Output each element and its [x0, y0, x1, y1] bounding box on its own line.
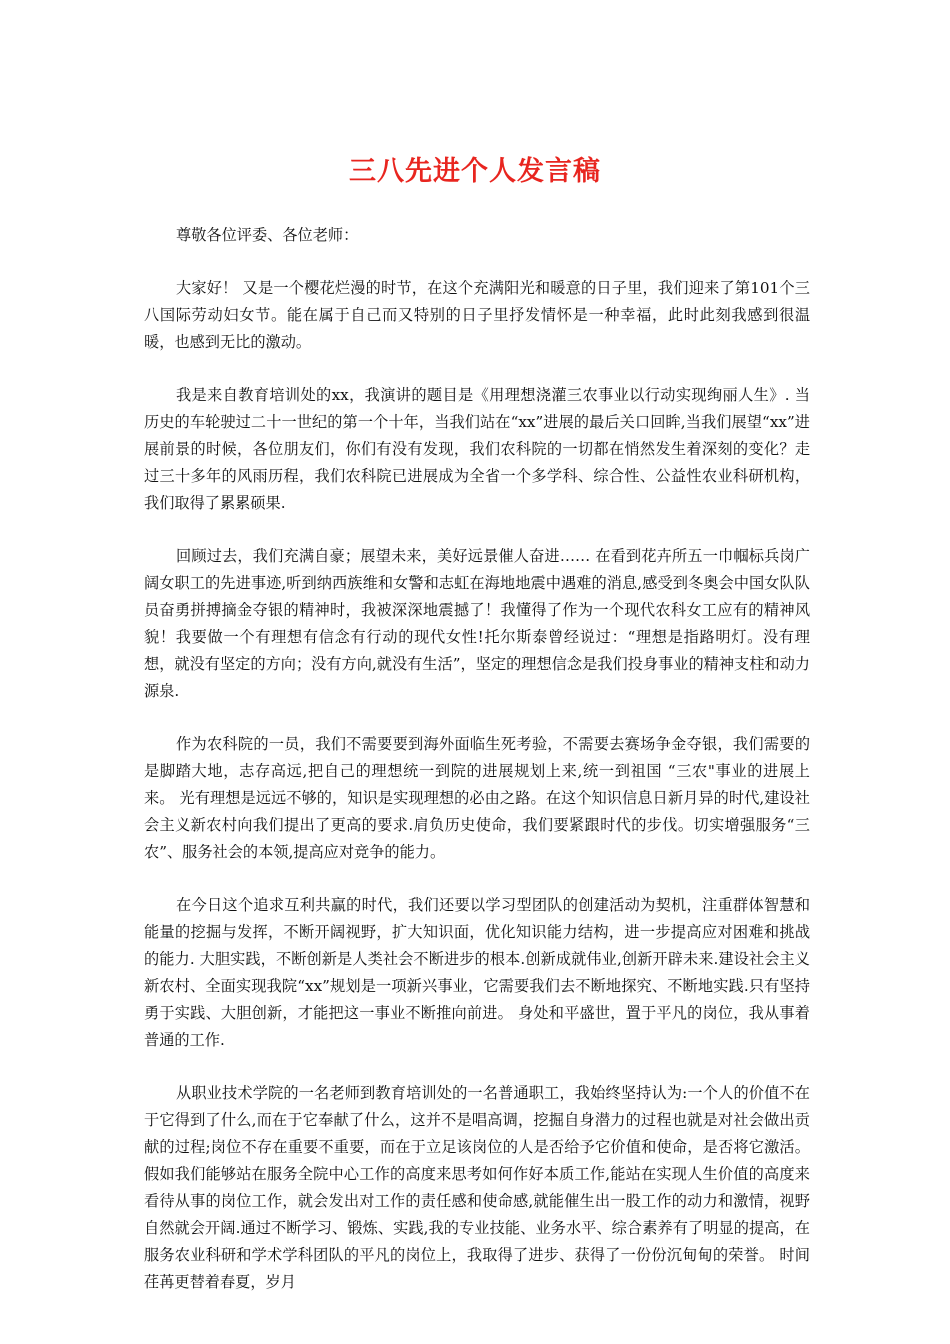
salutation: 尊敬各位评委、各位老师： [176, 226, 359, 244]
paragraph-2: 我是来自教育培训处的xx，我演讲的题目是《用理想浇灌三农事业以行动实现绚丽人生》. 当历史的车轮驶过二十一世纪的第一个十年，当我们站在“xx”进展的最后关口回眸,当我们展望“xx”进展前景的时候，各位朋友们，你们有没有发现，我们农科院的一切都在悄然发生着深刻的变化？走过三十多年的风雨历程，我们农科院已进展成为全省一个多学科、综合性、公益性农业科研机构，我们取得了累累硕果. [144, 386, 810, 512]
paragraph-1: 大家好！ 又是一个樱花烂漫的时节，在这个充满阳光和暖意的日子里，我们迎来了第101个三八国际劳动妇女节。能在属于自己而又特别的日子里抒发情怀是一种幸福，此时此刻我感到很温暖，也感到无比的激动。 [144, 279, 810, 351]
document-body [144, 222, 810, 1322]
paragraph-3: 回顾过去，我们充满自豪；展望未来，美好远景催人奋进…… 在看到花卉所五一巾帼标兵岗广阔女职工的先进事迹,听到纳西族维和女警和志虹在海地地震中遇难的消息,感受到冬奥会中国女队队员奋勇拼搏摘金夺银的精神时，我被深深地震撼了！我懂得了作为一个现代农科女工应有的精神风貌！我要做一个有理想有信念有行动的现代女性!托尔斯泰曾经说过：“理想是指路明灯。没有理想，就没有坚定的方向；没有方向,就没有生活”，坚定的理想信念是我们投身事业的精神支柱和动力源泉. [144, 547, 810, 700]
paragraph-6: 从职业技术学院的一名老师到教育培训处的一名普通职工，我始终坚持认为:一个人的价值不在于它得到了什么,而在于它奉献了什么，这并不是唱高调，挖掘自身潜力的过程也就是对社会做出贡献的过程;岗位不存在重要不重要，而在于立足该岗位的人是否给予它价值和使命，是否将它激活。假如我们能够站在服务全院中心工作的高度来思考如何作好本质工作,能站在实现人生价值的高度来看待从事的岗位工作，就会发出对工作的责任感和使命感,就能催生出一股工作的动力和激情，视野自然就会开阔.通过不断学习、锻炼、实践,我的专业技能、业务水平、综合素养有了明显的提高，在服务农业科研和学术学科团队的平凡的岗位上，我取得了进步、获得了一份份沉甸甸的荣誉。 时间荏苒更替着春夏，岁月 [144, 1084, 810, 1291]
paragraph-5: 在今日这个追求互利共赢的时代，我们还要以学习型团队的创建活动为契机，注重群体智慧和能量的挖掘与发挥，不断开阔视野，扩大知识面，优化知识能力结构，进一步提高应对困难和挑战的能力. 大胆实践，不断创新是人类社会不断进步的根本.创新成就伟业,创新开辟未来.建设社会主义新农村、全面实现我院“xx”规划是一项新兴事业，它需要我们去不断地探究、不断地实践.只有坚持勇于实践、大胆创新，才能把这一事业不断推向前进。 身处和平盛世，置于平凡的岗位，我从事着普通的工作. [144, 896, 810, 1049]
paragraph-4: 作为农科院的一员，我们不需要要到海外面临生死考验，不需要去赛场争金夺银，我们需要的是脚踏大地，志存高远,把自己的理想统一到院的进展规划上来,统一到祖国 “三农"事业的进展上来。 光有理想是远远不够的，知识是实现理想的必由之路。在这个知识信息日新月异的时代,建设社会主义新农村向我们提出了更高的要求.肩负历史使命，我们要紧跟时代的步伐。切实增强服务“三农”、服务社会的本领,提高应对竞争的能力。 [144, 735, 810, 861]
document-title: 三八先进个人发言稿 [349, 156, 601, 187]
